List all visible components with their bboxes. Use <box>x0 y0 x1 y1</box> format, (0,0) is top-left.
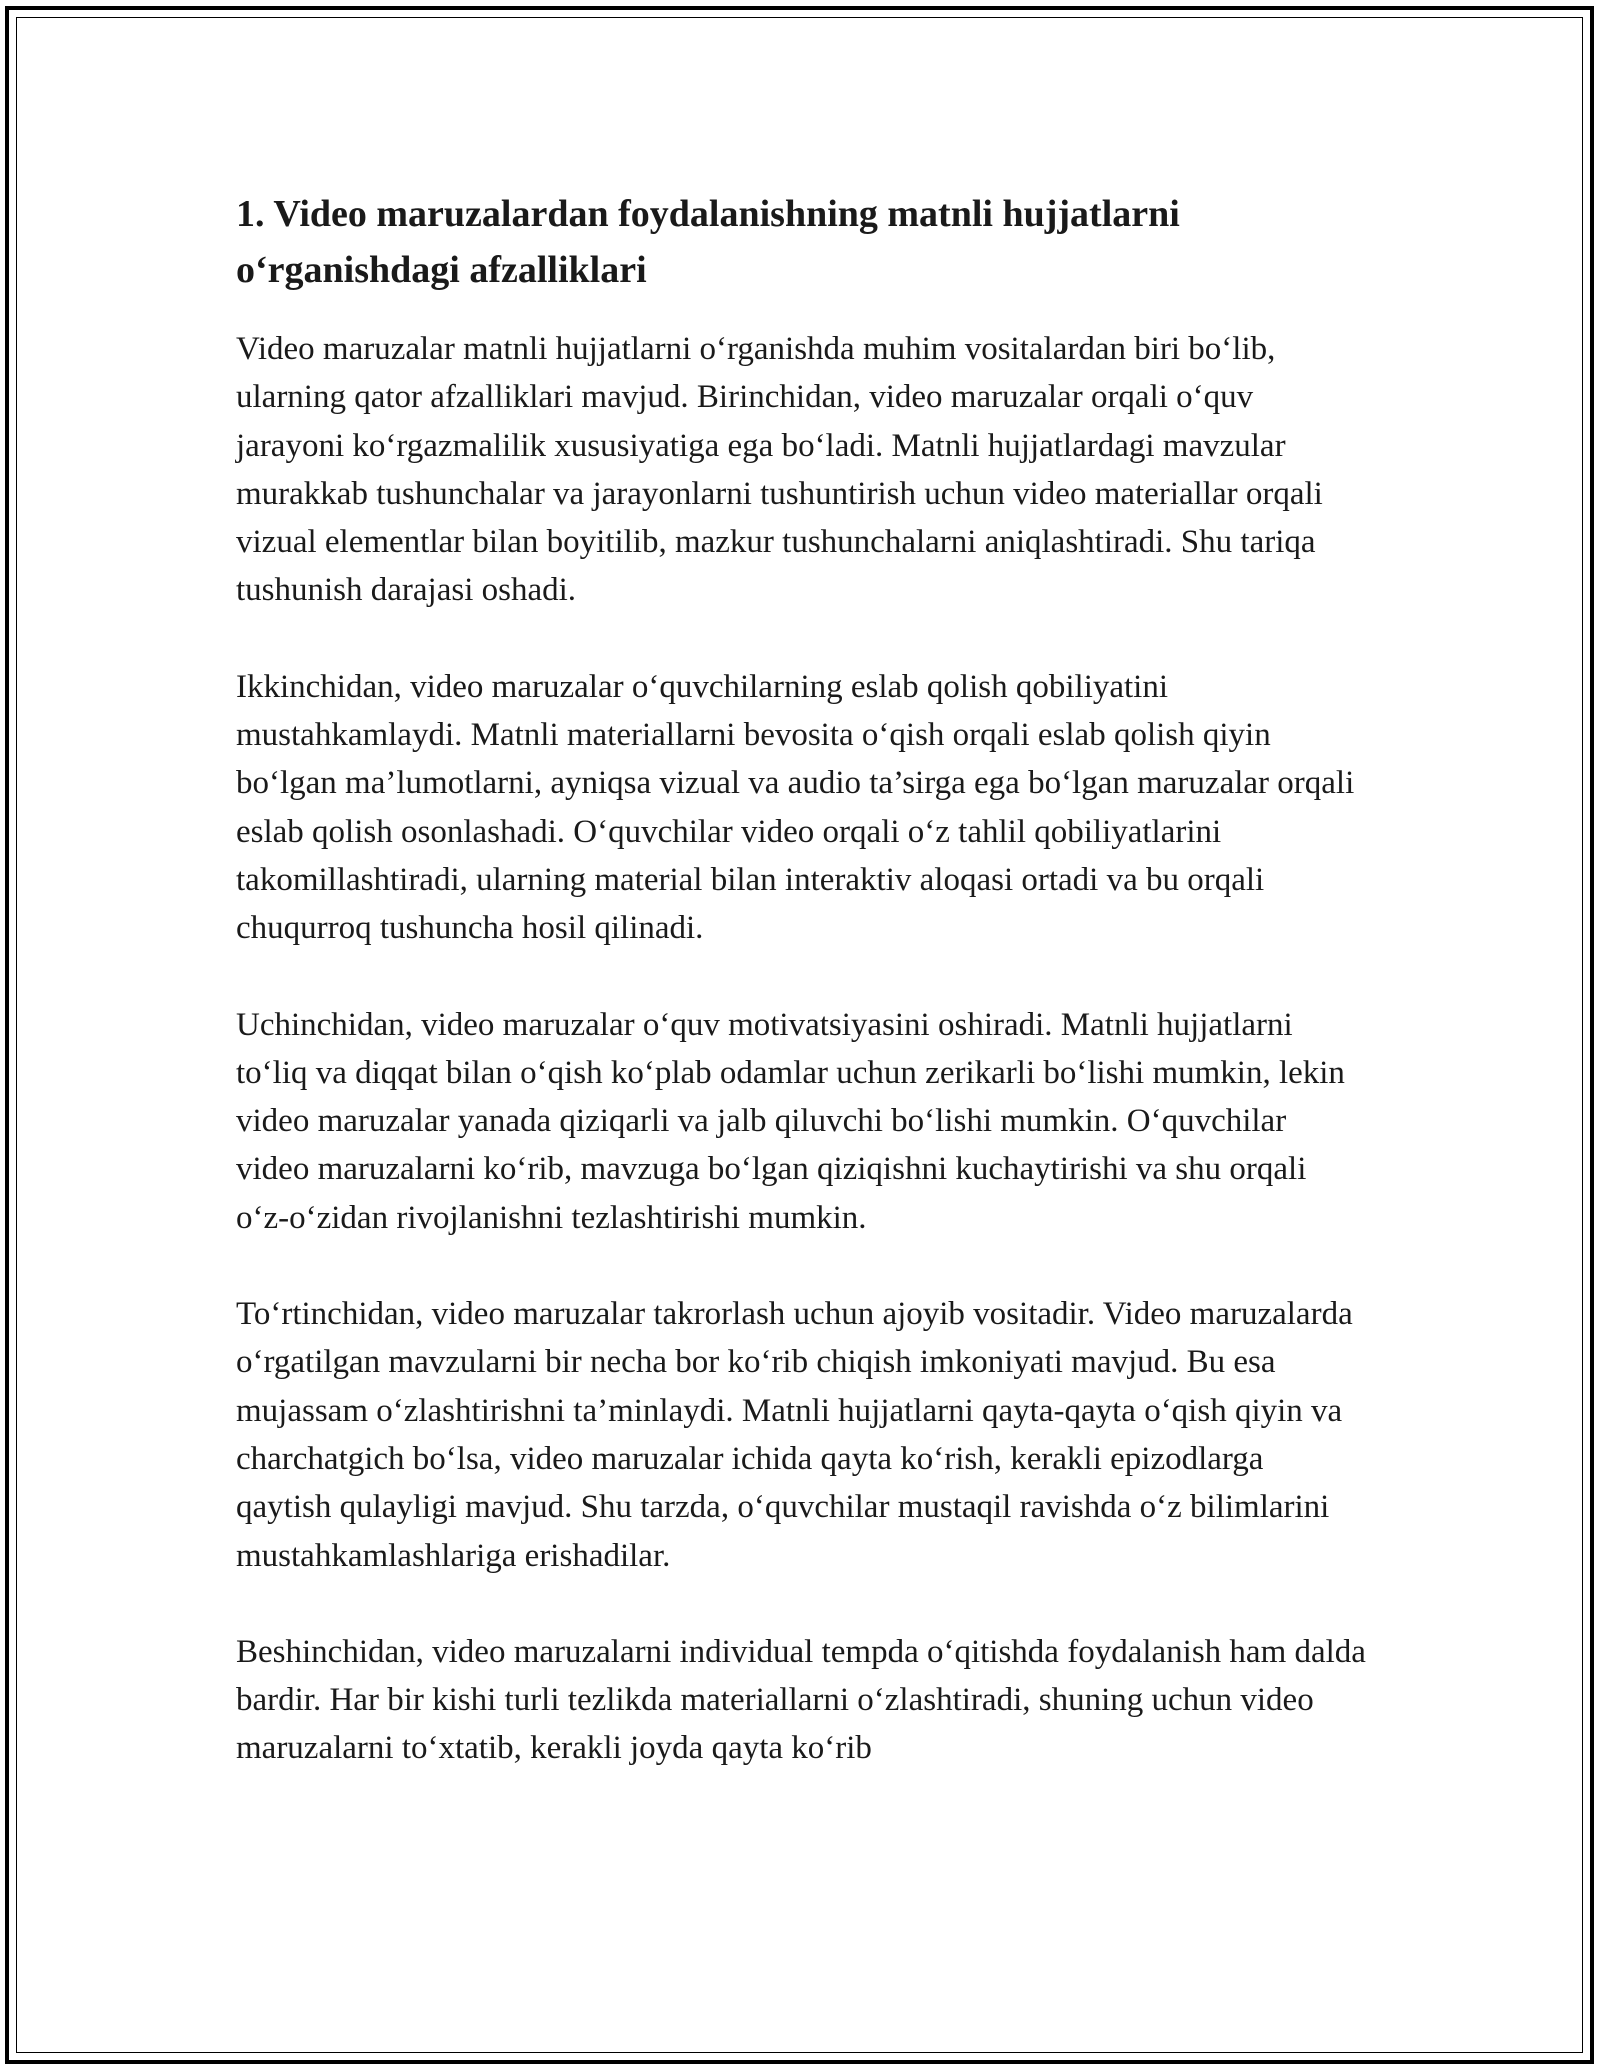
paragraph-1: Video maruzalar matnli hujjatlarni o‘rganishda muhim vositalardan biri bo‘lib, ularning qator afzalliklari mavjud. Birinchidan, video maruzalar orqali o‘quv jarayoni ko‘rgazmalilik xususiyatiga ega bo‘ladi. Matnli hujjatlardagi mavzular murakkab tushunchalar va jarayonlarni tushuntirish uchun video materiallar orqali vizual elementlar bilan boyitilib, mazkur tushunchalarni aniqlashtiradi. Shu tariqa tushunish darajasi oshadi. <box>236 331 1323 609</box>
section-heading: 1. Video maruzalardan foydalanishning matnli hujjatlarni o‘rganishdagi afzalliklari <box>236 193 1180 291</box>
paragraph-3: Uchinchidan, video maruzalar o‘quv motivatsiyasini oshiradi. Matnli hujjatlarni to‘liq va diqqat bilan o‘qish ko‘plab odamlar uchun zerikarli bo‘lishi mumkin, lekin video maruzalar yanada qiziqarli va jalb qiluvchi bo‘lishi mumkin. O‘quvchilar video maruzalarni ko‘rib, mavzuga bo‘lgan qiziqishni kuchaytirishi va shu orqali o‘z-o‘zidan rivojlanishni tezlashtirishi mumkin. <box>236 1006 1345 1236</box>
document-body <box>236 186 1366 1773</box>
paragraph-2: Ikkinchidan, video maruzalar o‘quvchilarning eslab qolish qobiliyatini mustahkamlaydi. Matnli materiallarni bevosita o‘qish orqali eslab qolish qiyin bo‘lgan ma’lumotlarni, ayniqsa vizual va audio ta’sirga ega bo‘lgan maruzalar orqali eslab qolish osonlashadi. O‘quvchilar video orqali o‘z tahlil qobiliyatlarini takomillashtiradi, ularning material bilan interaktiv aloqasi ortadi va bu orqali chuqurroq tushuncha hosil qilinadi. <box>236 668 1355 947</box>
paragraph-4: To‘rtinchidan, video maruzalar takrorlash uchun ajoyib vositadir. Video maruzalarda o‘rgatilgan mavzularni bir necha bor ko‘rib chiqish imkoniyati mavjud. Bu esa mujassam o‘zlashtirishni ta’minlaydi. Matnli hujjatlarni qayta-qayta o‘qish qiyin va charchatgich bo‘lsa, video maruzalar ichida qayta ko‘rish, kerakli epizodlarga qaytish qulayligi mavjud. Shu tarzda, o‘quvchilar mustaqil ravishda o‘z bilimlarini mustahkamlashlariga erishadilar. <box>236 1296 1353 1574</box>
paragraph-5: Beshinchidan, video maruzalarni individual tempda o‘qitishda foydalanish ham dalda bardir. Har bir kishi turli tezlikda materiallarni o‘zlashtiradi, shuning uchun video maruzalarni to‘xtatib, kerakli joyda qayta ko‘rib <box>236 1633 1366 1767</box>
